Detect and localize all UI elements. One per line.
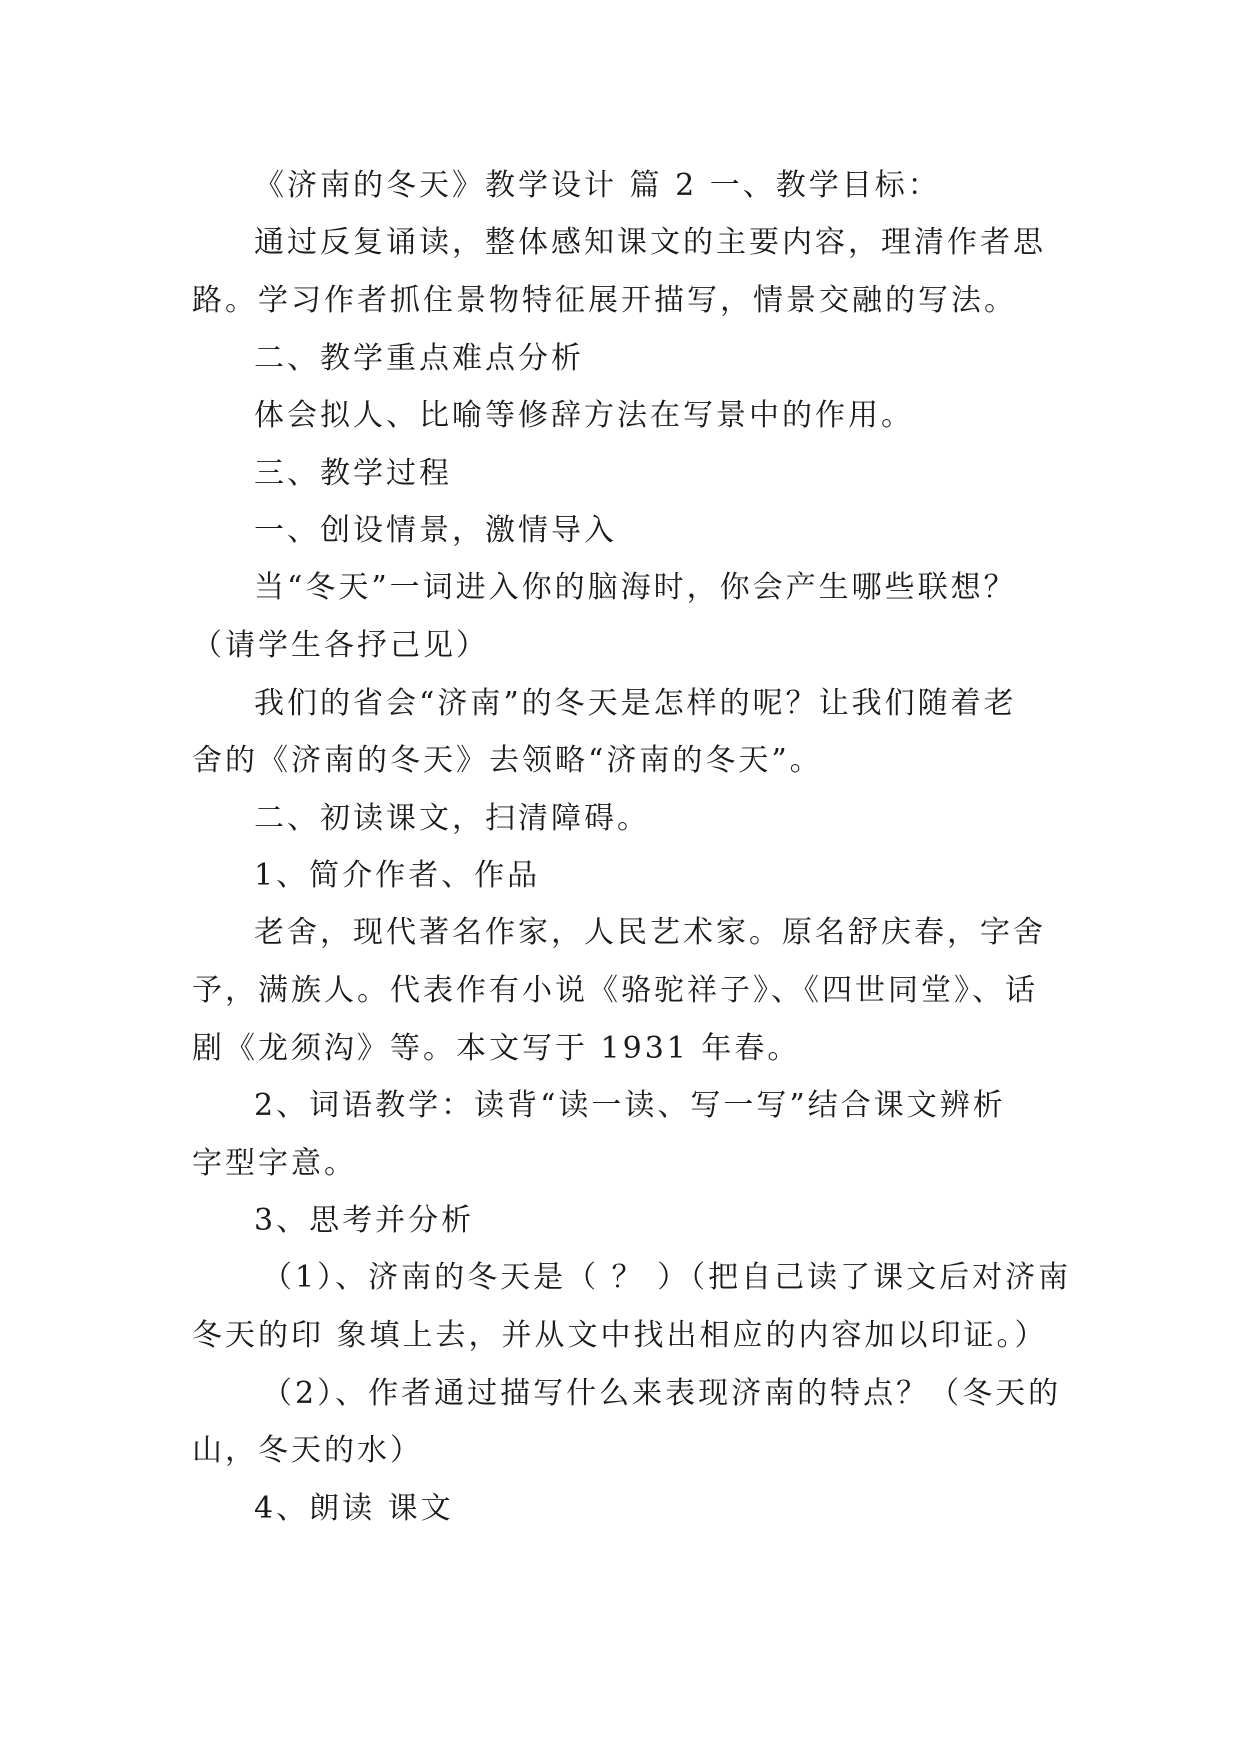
paragraph-line: 通过反复诵读，整体感知课文的主要内容，理清作者思 [254,225,1046,260]
paragraph-line: 路。学习作者抓住景物特征展开描写，情景交融的写法。 [192,283,1017,318]
paragraph-line: 体会拟人、比喻等修辞方法在写景中的作用。 [254,398,914,433]
section-heading: 二、教学重点难点分析 [254,341,584,376]
paragraph-line: 舍的《济南的冬天》去领略“济南的冬天”。 [192,743,823,778]
paragraph-line: 字型字意。 [192,1146,357,1181]
paragraph-line: 冬天的印 象填上去，并从文中找出相应的内容加以印证。） [192,1318,1048,1353]
title-line: 《济南的冬天》教学设计 篇 2 一、教学目标： [254,168,941,203]
list-item: （1）、济南的冬天是（ ？ ）（把自己读了课文后对济南 [262,1260,1072,1295]
paragraph-line: （请学生各抒己见） [192,628,489,663]
paragraph-line: 我们的省会“济南”的冬天是怎样的呢？让我们随着老 [254,686,1017,721]
list-item: 2、词语教学：读背“读一读、写一写”结合课文辨析 [254,1088,1006,1123]
paragraph-line: 山，冬天的水） [192,1433,423,1468]
list-item: （2）、作者通过描写什么来表现济南的特点？（冬天的 [262,1376,1062,1411]
list-item: 4、朗读 课文 [254,1491,454,1526]
paragraph-line: 剧《龙须沟》等。本文写于 1931 年春。 [192,1031,801,1066]
list-item: 1、简介作者、作品 [254,858,541,893]
section-heading: 三、教学过程 [254,456,452,491]
paragraph-line: 老舍，现代著名作家，人民艺术家。原名舒庆春，字舍 [254,915,1046,950]
section-heading: 一、创设情景，激情导入 [254,513,617,548]
list-item: 3、思考并分析 [254,1203,475,1238]
paragraph-line: 予，满族人。代表作有小说《骆驼祥子》、《四世同堂》、话 [192,973,1038,1008]
section-heading: 二、初读课文，扫清障碍。 [254,801,650,836]
paragraph-line: 当“冬天”一词进入你的脑海时，你会产生哪些联想？ [254,570,1017,605]
